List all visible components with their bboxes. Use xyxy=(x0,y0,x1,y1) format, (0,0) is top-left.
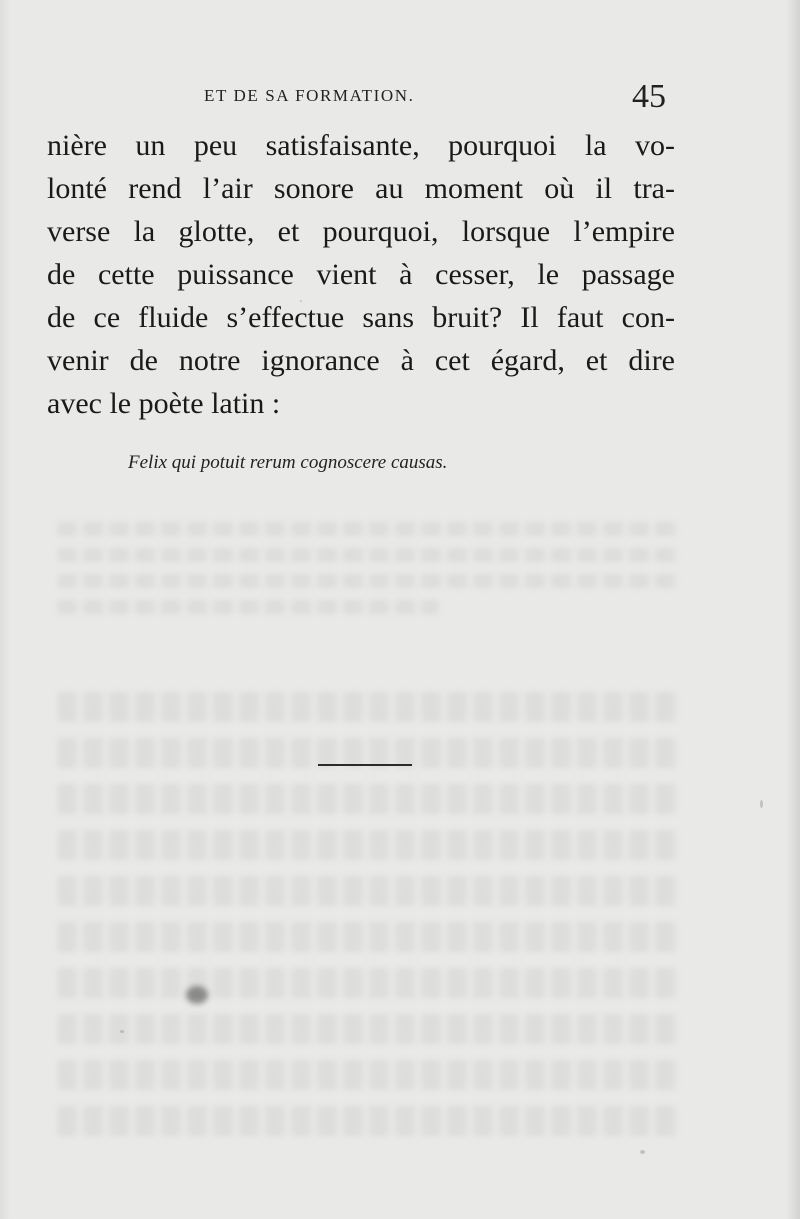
show-through-line xyxy=(58,968,678,998)
text-line: avec le poète latin : xyxy=(47,387,281,420)
text-line: venir de notre ignorance à cet égard, et dire xyxy=(47,344,675,377)
paper-speck xyxy=(120,1030,124,1033)
show-through-line xyxy=(58,922,678,952)
show-through-line xyxy=(58,1014,678,1044)
text-line: nière un peu satisfaisante, pourquoi la vo- xyxy=(47,129,675,162)
latin-quotation: Felix qui potuit rerum cognoscere causas. xyxy=(128,452,448,473)
page-number: 45 xyxy=(632,78,666,115)
text-line: verse la glotte, et pourquoi, lorsque l’empire xyxy=(47,215,675,248)
paper-speck xyxy=(640,1150,645,1154)
page-right-edge-shadow xyxy=(786,0,800,1219)
text-line: de ce fluide s’effectue sans bruit? Il faut con- xyxy=(47,301,675,334)
show-through-line xyxy=(58,1060,678,1090)
show-through-line xyxy=(58,784,678,814)
show-through-line xyxy=(58,548,678,562)
show-through-line xyxy=(58,830,678,860)
show-through-line xyxy=(58,522,678,536)
show-through-line xyxy=(58,600,438,614)
show-through-line xyxy=(58,876,678,906)
text-line: lonté rend l’air sonore au moment où il tra- xyxy=(47,172,675,205)
text-line: de cette puissance vient à cesser, le passage xyxy=(47,258,675,291)
show-through-line xyxy=(58,1106,678,1136)
ink-blot xyxy=(186,986,208,1004)
body-paragraph xyxy=(47,124,687,425)
running-title: ET DE SA FORMATION. xyxy=(204,86,415,105)
show-through-line xyxy=(58,692,678,722)
page-left-edge-shadow xyxy=(0,0,10,1219)
section-divider-rule xyxy=(318,764,412,766)
paper-speck xyxy=(760,800,763,808)
show-through-line xyxy=(58,574,678,588)
